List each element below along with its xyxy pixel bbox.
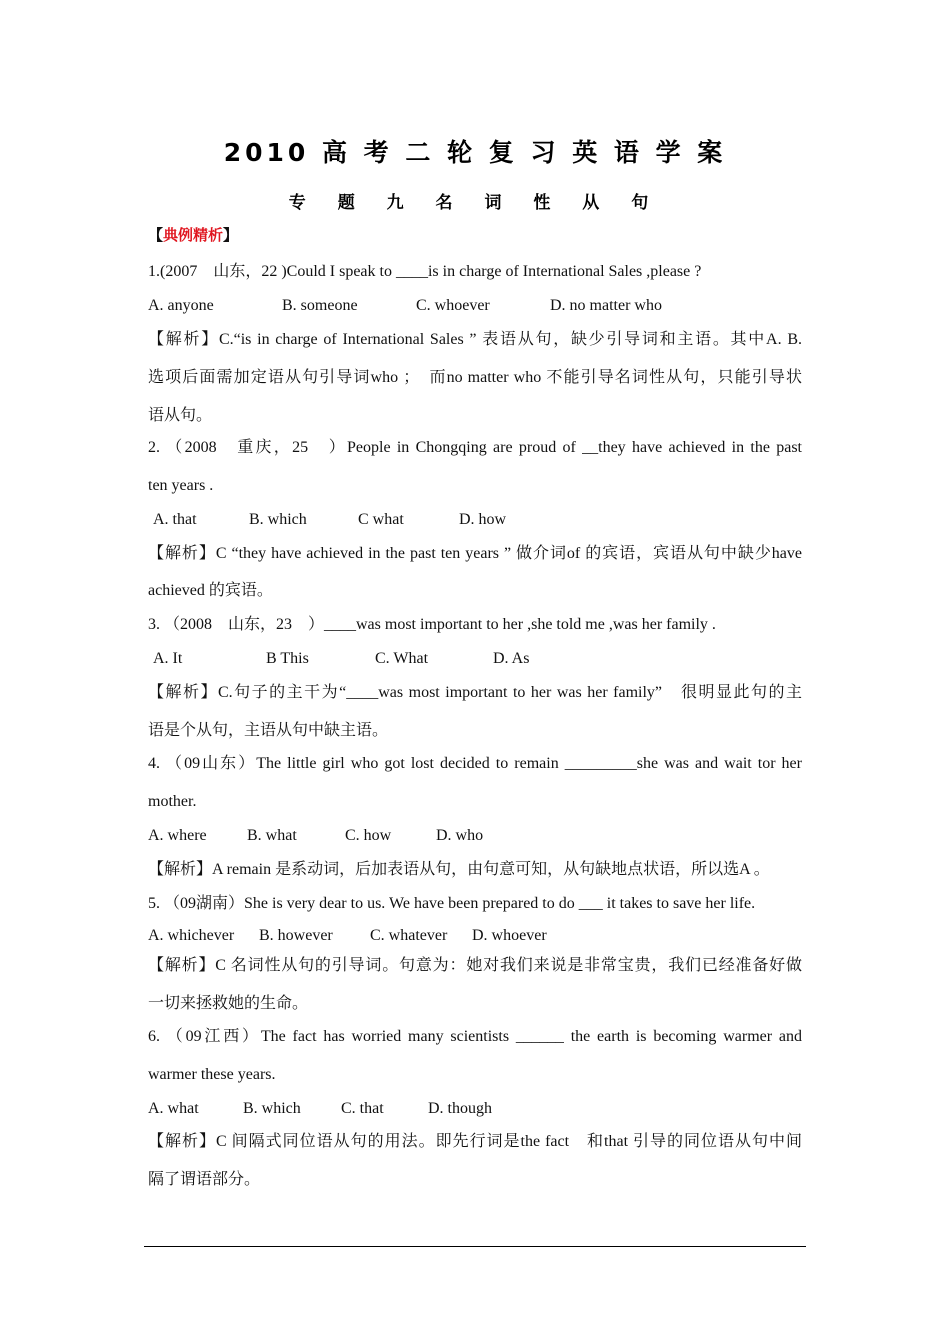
question-stem-line: mother. bbox=[148, 793, 197, 810]
option-d: D. whoever bbox=[472, 927, 547, 944]
question-stem-line: 5. （09湖南）She is very dear to us. We have been prepared to do ___ it takes to save her life. bbox=[148, 895, 756, 912]
option-row bbox=[153, 510, 807, 530]
option-d: D. how bbox=[459, 511, 507, 528]
option-a: A. where bbox=[148, 827, 207, 844]
analysis-line: 一切来拯救她的生命。 bbox=[148, 995, 309, 1012]
option-a: A. It bbox=[153, 650, 183, 667]
option-c: C. how bbox=[345, 827, 392, 844]
bracket-close: 】 bbox=[223, 226, 239, 244]
option-c: C. whoever bbox=[416, 297, 490, 314]
option-c: C. that bbox=[341, 1100, 384, 1117]
analysis-line: 【解析】C.句子的主干为“____was most important to her was her family” 很明显此句的主 bbox=[148, 684, 802, 701]
option-row bbox=[148, 1099, 802, 1119]
option-a: A. that bbox=[153, 511, 197, 528]
option-row bbox=[148, 296, 802, 316]
question-stem-line: 3. （2008 山东，23 ）____was most important to her ,she told me ,was her family . bbox=[148, 616, 716, 633]
page-title: 2010 高 考 二 轮 复 习 英 语 学 案 bbox=[223, 138, 727, 167]
option-c: C. whatever bbox=[370, 927, 448, 944]
section-heading bbox=[148, 225, 802, 245]
analysis-line: 【解析】C 间隔式同位语从句的用法。即先行词是the fact 和that 引导的同位语从句中间 bbox=[148, 1133, 802, 1150]
question-stem-line: warmer these years. bbox=[148, 1066, 276, 1083]
analysis-line: 语从句。 bbox=[148, 407, 213, 424]
option-c: C. What bbox=[375, 650, 429, 667]
option-d: D. though bbox=[428, 1100, 492, 1117]
analysis-line: 【解析】A remain 是系动词，后加表语从句，由句意可知，从句缺地点状语，所以选A 。 bbox=[148, 861, 770, 878]
analysis-line: 【解析】C.“is in charge of International Sales ” 表语从句，缺少引导词和主语。其中A. B. bbox=[148, 331, 802, 348]
analysis-line: achieved 的宾语。 bbox=[148, 582, 273, 599]
footer-rule bbox=[144, 1246, 806, 1247]
option-b: B This bbox=[266, 650, 309, 667]
analysis-line: 【解析】C 名词性从句的引导词。句意为：她对我们来说是非常宝贵，我们已经准备好做 bbox=[148, 957, 802, 974]
option-b: B. however bbox=[259, 927, 333, 944]
section-label: 典例精析 bbox=[163, 226, 224, 244]
option-b: B. which bbox=[249, 511, 307, 528]
question-stem-line: ten years . bbox=[148, 477, 214, 494]
bracket-open: 【 bbox=[148, 226, 164, 244]
option-b: B. someone bbox=[282, 297, 358, 314]
option-b: B. what bbox=[247, 827, 297, 844]
analysis-line: 选项后面需加定语从句引导词who ； 而no matter who 不能引导名词性从句，只能引导状 bbox=[148, 369, 802, 386]
option-d: D. who bbox=[436, 827, 484, 844]
option-d: D. As bbox=[493, 650, 530, 667]
analysis-line: 隔了谓语部分。 bbox=[148, 1171, 261, 1188]
analysis-line: 语是个从句，主语从句中缺主语。 bbox=[148, 722, 389, 739]
option-a: A. anyone bbox=[148, 297, 214, 314]
question-stem-line: 1.(2007 山东，22 )Could I speak to ____is in charge of International Sales ,please ? bbox=[148, 263, 702, 280]
option-a: A. what bbox=[148, 1100, 199, 1117]
option-d: D. no matter who bbox=[550, 297, 662, 314]
option-b: B. which bbox=[243, 1100, 301, 1117]
option-a: A. whichever bbox=[148, 927, 235, 944]
page-subtitle: 专 题 九 名 词 性 从 句 bbox=[288, 193, 662, 213]
question-stem-line: 4. （09山东）The little girl who got lost decided to remain _________she was and wait tor her bbox=[148, 755, 802, 772]
option-row bbox=[153, 649, 807, 669]
option-row bbox=[148, 826, 802, 846]
question-stem-line: 2. （2008 重庆，25 ）People in Chongqing are proud of __they have achieved in the past bbox=[148, 439, 802, 456]
option-c: C what bbox=[358, 511, 404, 528]
analysis-line: 【解析】C “they have achieved in the past ten years ” 做介词of 的宾语，宾语从句中缺少have bbox=[148, 545, 802, 562]
option-row bbox=[148, 926, 802, 946]
question-stem-line: 6. （09江西）The fact has worried many scientists ______ the earth is becoming warmer and bbox=[148, 1028, 802, 1045]
